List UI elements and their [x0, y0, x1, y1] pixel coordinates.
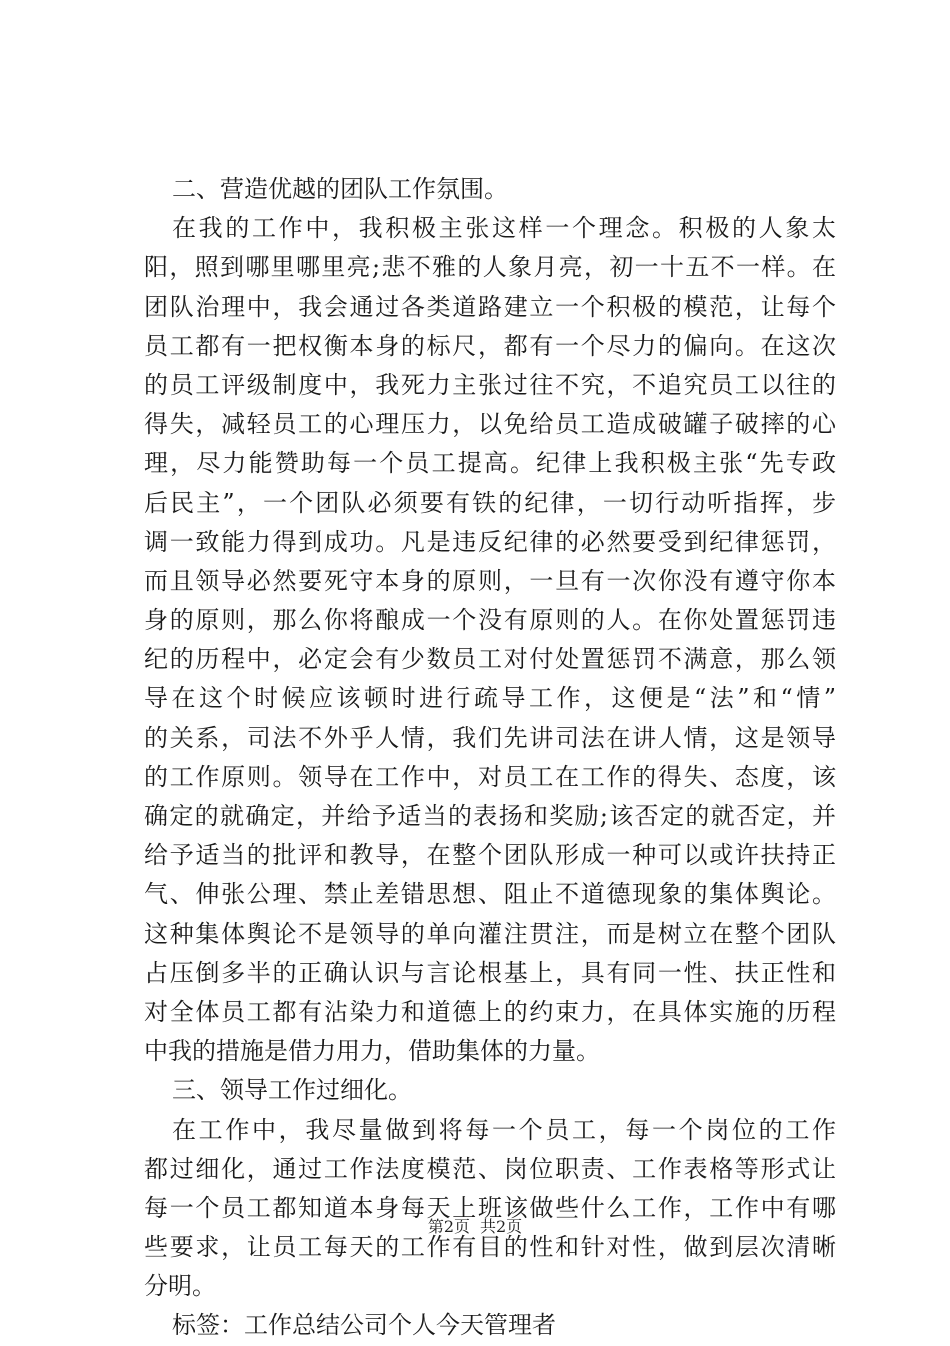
section-heading: 三、领导工作过细化。 — [172, 1076, 412, 1105]
text-line: 而且领导必然要死守本身的原则，一旦有一次你没有遵守你本 — [144, 566, 836, 595]
text-line: 身的原则，那么你将酿成一个没有原则的人。在你处置惩罚违 — [144, 606, 836, 635]
text-line: 的员工评级制度中，我死力主张过往不究，不追究员工以往的 — [144, 370, 836, 399]
tags-line: 标签：工作总结公司个人今天管理者 — [172, 1311, 556, 1340]
text-line: 阳，照到哪里哪里亮;悲不雅的人象月亮，初一十五不一样。在 — [144, 253, 836, 282]
page-total: 共2页 — [480, 1217, 523, 1236]
text-line: 些要求，让员工每天的工作有目的性和针对性，做到层次清晰 — [144, 1233, 836, 1262]
text-line: 占压倒多半的正确认识与言论根基上，具有同一性、扶正性和 — [144, 958, 836, 987]
section-heading: 二、营造优越的团队工作氛围。 — [172, 175, 508, 203]
text-line: 都过细化，通过工作法度模范、岗位职责、工作表格等形式让 — [144, 1154, 836, 1183]
text-line: 中我的措施是借力用力，借助集体的力量。 — [144, 1037, 600, 1066]
text-line: 后民主”，一个团队必须要有铁的纪律，一切行动听指挥，步 — [144, 488, 836, 517]
text-line: 每一个员工都知道本身每天上班该做些什么工作，工作中有哪 — [144, 1193, 836, 1222]
text-line: 得失，减轻员工的心理压力，以免给员工造成破罐子破摔的心 — [144, 410, 836, 439]
text-line: 的工作原则。领导在工作中，对员工在工作的得失、态度，该 — [144, 762, 836, 791]
text-line: 这种集体舆论不是领导的单向灌注贯注，而是树立在整个团队 — [144, 919, 836, 948]
text-line: 分明。 — [144, 1272, 216, 1301]
text-line: 调一致能力得到成功。凡是违反纪律的必然要受到纪律惩罚， — [144, 527, 836, 556]
text-line: 纪的历程中，必定会有少数员工对付处置惩罚不满意，那么领 — [144, 645, 836, 674]
text-line: 团队治理中，我会通过各类道路建立一个积极的模范，让每个 — [144, 292, 836, 321]
paragraph-first-line: 在工作中，我尽量做到将每一个员工，每一个岗位的工作 — [172, 1115, 836, 1144]
page-footer — [0, 1216, 950, 1238]
text-line: 员工都有一把权衡本身的标尺，都有一个尽力的偏向。在这次 — [144, 331, 836, 360]
document-body — [144, 170, 836, 1346]
text-line: 导在这个时候应该顿时进行疏导工作，这便是“法”和“情” — [144, 684, 836, 713]
page-number: 第2页 — [427, 1217, 470, 1236]
text-line: 给予适当的批评和教导，在整个团队形成一种可以或许扶持正 — [144, 841, 836, 870]
text-line: 对全体员工都有沾染力和道德上的约束力，在具体实施的历程 — [144, 997, 836, 1026]
text-line: 确定的就确定，并给予适当的表扬和奖励;该否定的就否定，并 — [144, 802, 836, 830]
text-line: 气、伸张公理、禁止差错思想、阻止不道德现象的集体舆论。 — [144, 880, 836, 909]
text-line: 理，尽力能赞助每一个员工提高。纪律上我积极主张“先专政 — [144, 449, 836, 478]
text-line: 的关系，司法不外乎人情，我们先讲司法在讲人情，这是领导 — [144, 723, 836, 752]
paragraph-first-line: 在我的工作中，我积极主张这样一个理念。积极的人象太 — [172, 214, 836, 243]
